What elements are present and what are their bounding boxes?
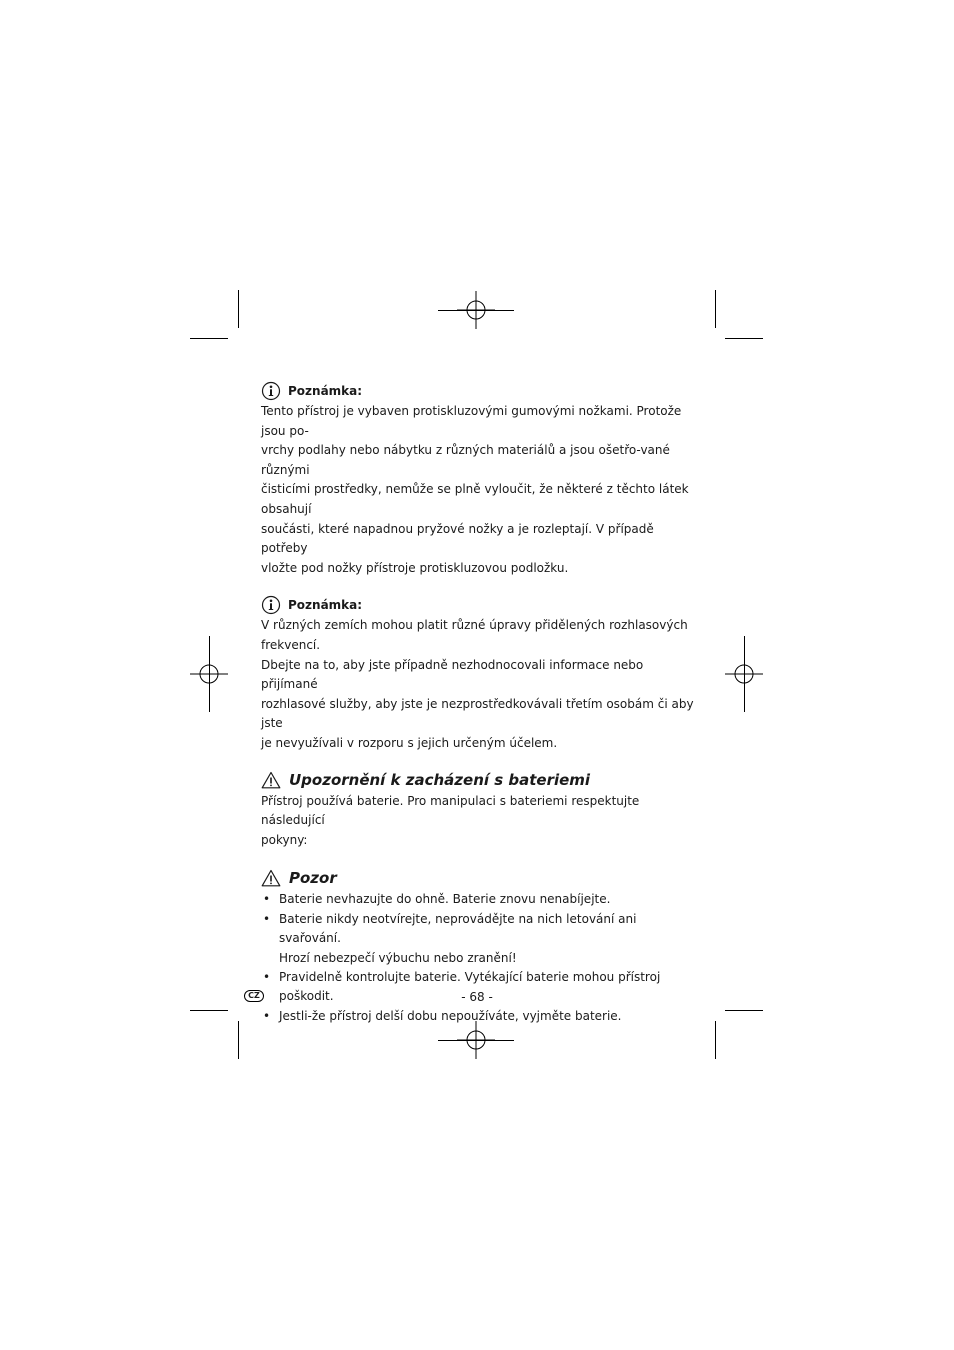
note-text: V různých zemích mohou platit různé úpravy přidělených rozhlasových frekvencí. Dbejte na to, aby jste případně nezhodnocovali informace nebo přijímané rozhlasové služby, aby jste je nezprostředkovávali třetím osobám či aby jste je nevyužívali v rozporu s jejich určeným účelem. [261,618,694,750]
list-item: • Baterie nikdy neotvírejte, neprovádějte na nich letování ani svařování. Hrozí nebezpečí výbuchu nebo zranění! [263,911,637,965]
list-item: • Baterie nevhazujte do ohně. Baterie znovu nenabíjejte. [261,890,701,909]
list-item: • Jestli-že přístroj delší dobu nepoužíváte, vyjměte baterie. [261,1007,701,1026]
info-icon [261,381,281,401]
bullet: • [263,911,271,926]
section-heading: Upozornění k zacházení s bateriemi [289,770,591,789]
caution-list [261,890,701,1026]
warning-icon [261,869,281,887]
battery-warning-section [261,768,701,851]
warning-text: Přístroj používá baterie. Pro manipulaci s bateriemi respektujte následující pokyny: [261,793,640,847]
caution-heading: Pozor [289,869,337,888]
note-label: Poznámka: [288,598,363,613]
note-label: Poznámka: [288,384,363,398]
page-content [261,380,701,1026]
registration-mark [457,1021,495,1059]
caution-header [261,866,701,890]
note-header [261,594,701,616]
page-number: - 68 - [461,990,493,1004]
registration-mark [190,655,228,693]
note-section [261,380,701,578]
registration-mark [457,291,495,329]
bullet: • [263,892,271,907]
registration-mark [725,655,763,693]
bullet: • [263,1008,271,1023]
warning-icon [261,771,281,789]
country-badge: CZ [244,990,264,1002]
list-item: • Pravidelně kontrolujte baterie. Vytékající baterie mohou přístroj poškodit. [263,969,661,1004]
note-header [261,380,701,402]
warning-header [261,768,701,792]
bullet: • [263,969,271,984]
note-text: Tento přístroj je vybaven protiskluzovými gumovými nožkami. Protože jsou po- vrchy podlahy nebo nábytku z různých materiálů a jsou ošetřo-vané různými čisticími prostředky, nemůže se plně vyloučit, že některé z těchto látek obsahují součásti, které napadnou pryžové nožky a je rozleptají. V případě potřeby vložte pod nožky přístroje protiskluzovou podložku. [261,404,689,575]
info-icon [261,595,281,615]
note-section [261,594,701,753]
